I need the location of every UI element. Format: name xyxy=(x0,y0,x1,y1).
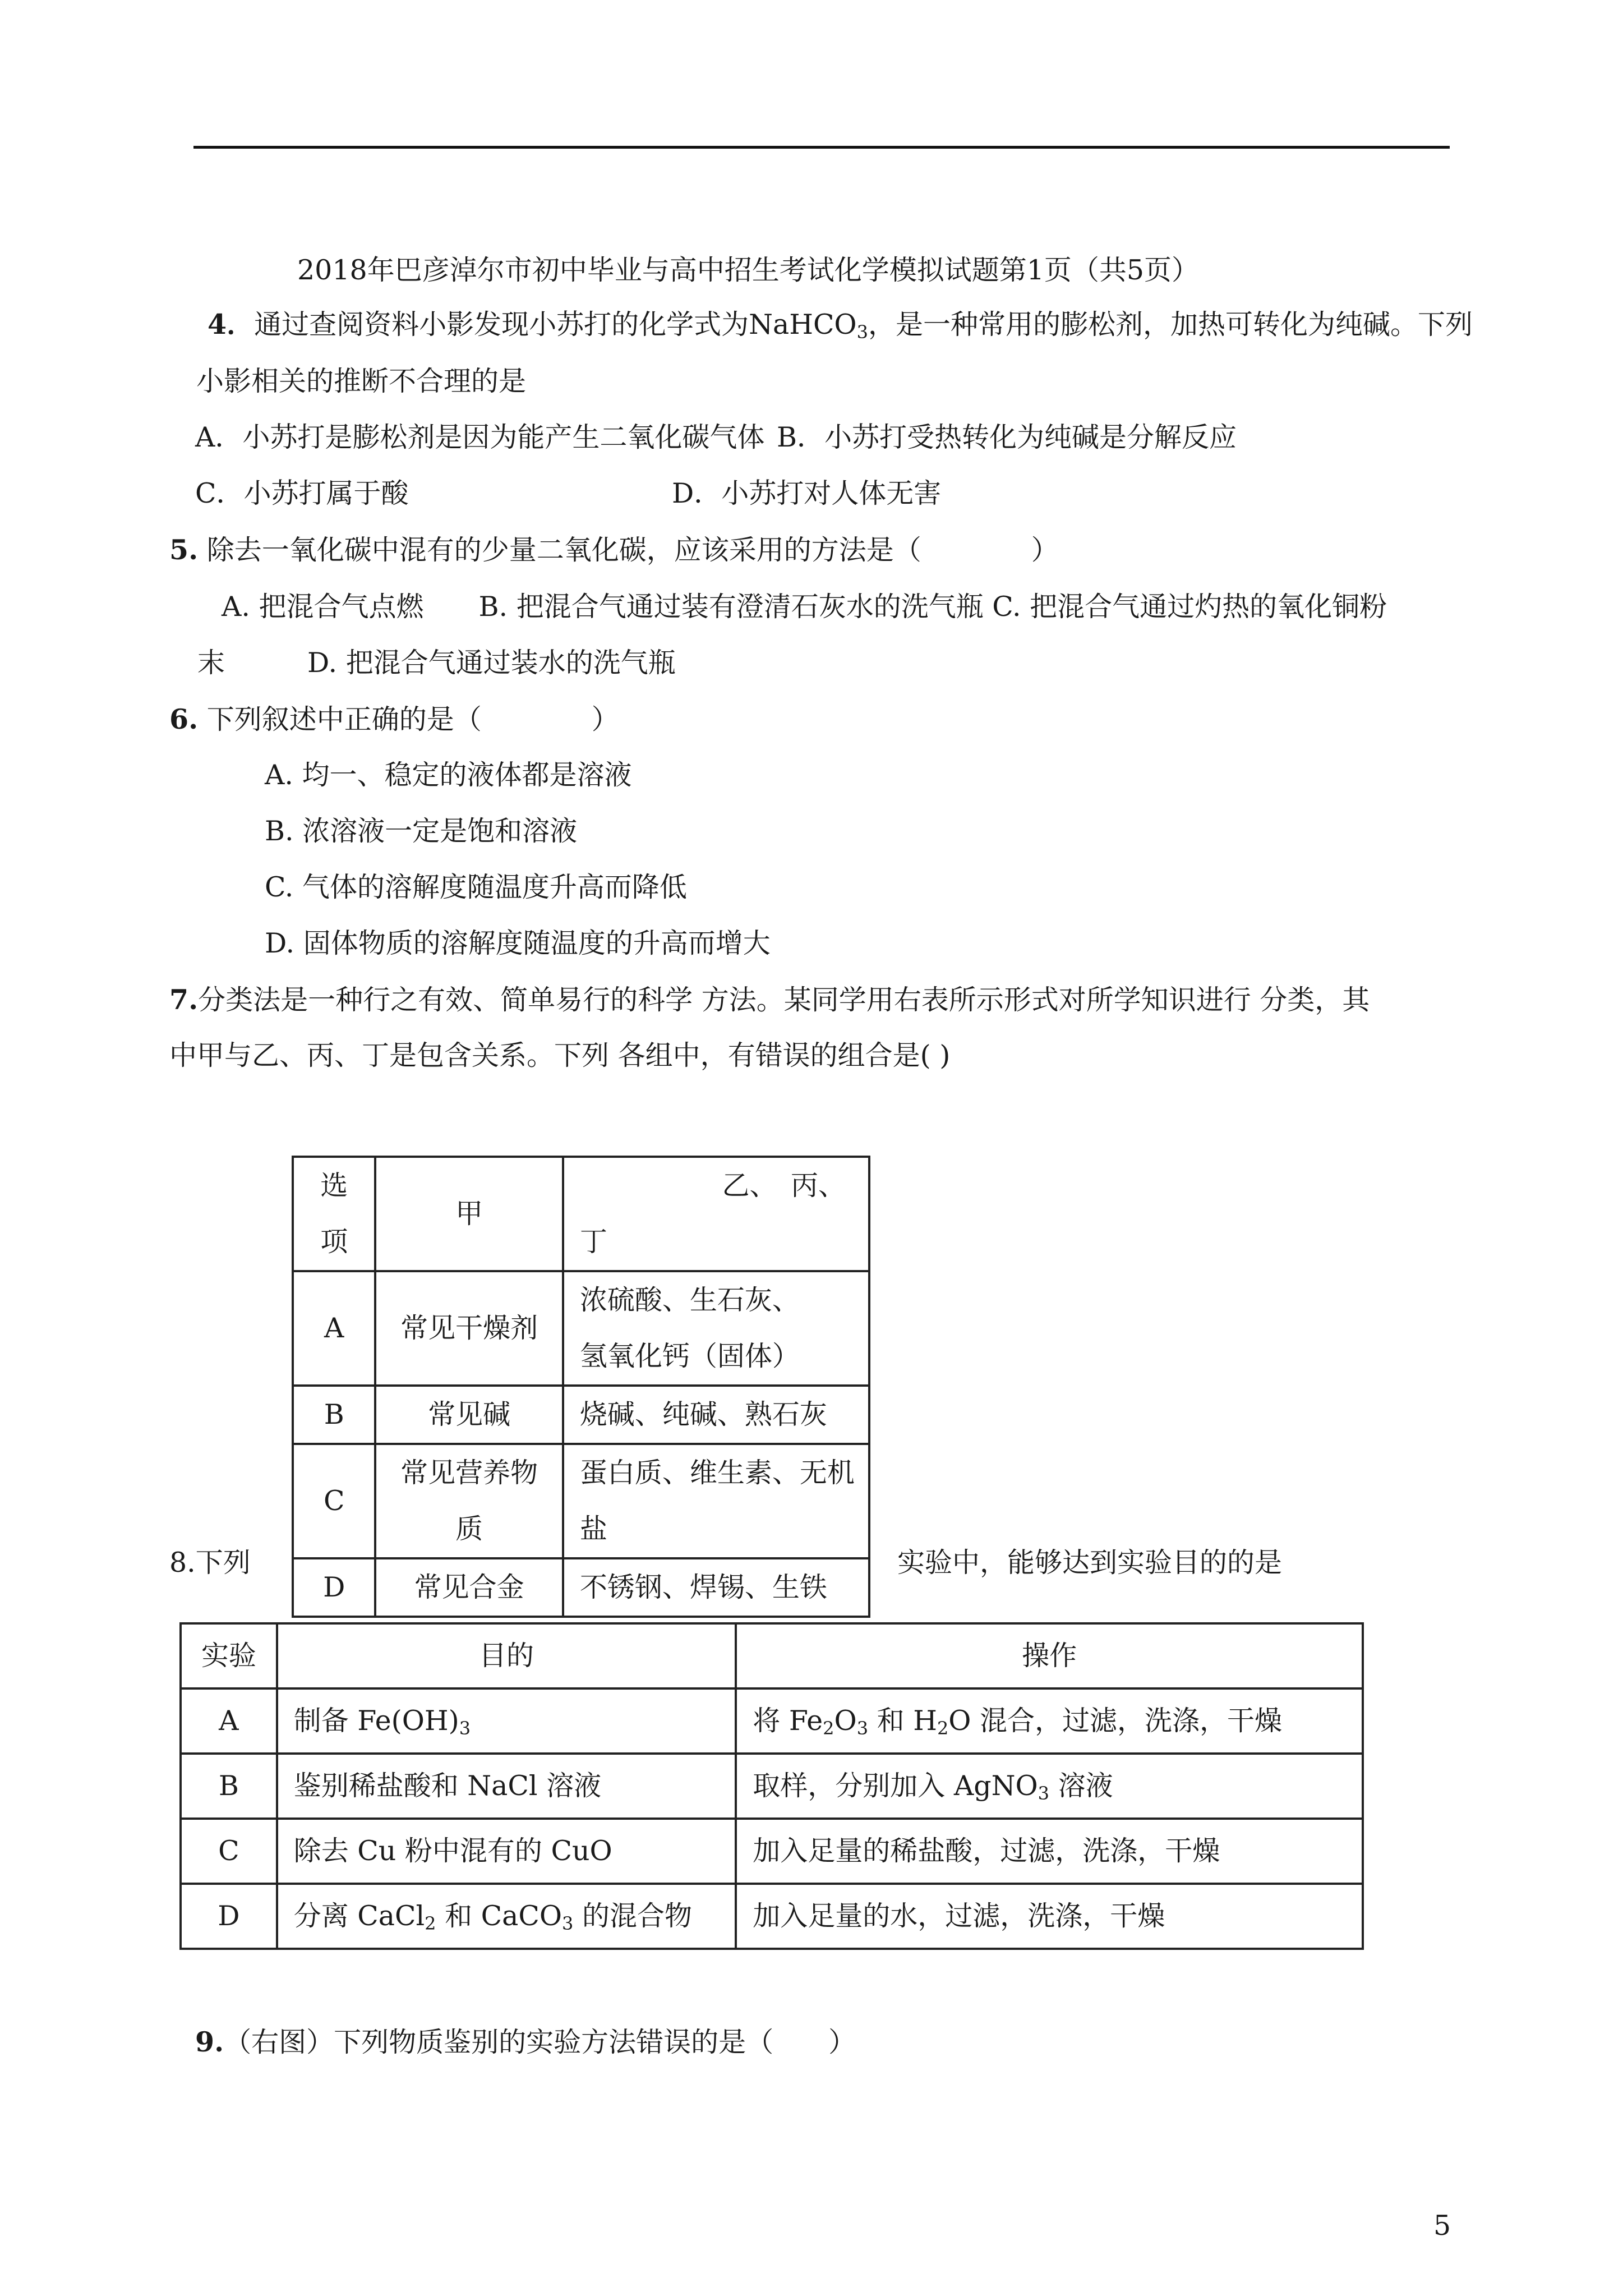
header-jia: 甲 xyxy=(375,1157,562,1271)
question-9-stem: 9.（右图）下列物质鉴别的实验方法错误的是（ ） xyxy=(195,2026,856,2058)
question-4-option-d: D．小苏打对人体无害 xyxy=(672,477,942,509)
table-header-row: 实验 目的 操作 xyxy=(181,1623,1363,1688)
question-4-line-2: 小影相关的推断不合理的是 xyxy=(196,365,527,397)
table-row: A 常见干燥剂 浓硫酸、生石灰、 氢氧化钙（固体） xyxy=(293,1271,869,1386)
table-row: B 常见碱 烧碱、纯碱、熟石灰 xyxy=(293,1386,869,1444)
table-row: D 分离 CaCl$_2$ 和 CaCO$_3$ 的混合物 加入足量的水，过滤，洗涤，干燥 xyxy=(181,1884,1363,1949)
question-4-option-b: B．小苏打受热转化为纯碱是分解反应 xyxy=(777,421,1237,453)
experiment-table xyxy=(179,1622,1364,1950)
question-8-right: 实验中，能够达到实验目的的是 xyxy=(897,1547,1283,1579)
header-option: 选 项 xyxy=(293,1157,375,1271)
question-6-option-d: D. 固体物质的溶解度随温度的升高而增大 xyxy=(265,927,771,959)
question-6-stem: 6. 下列叙述中正确的是（ ） xyxy=(169,703,619,735)
question-5-stem: 5. 除去一氧化碳中混有的少量二氧化碳，应该采用的方法是（ ） xyxy=(169,533,1059,566)
question-4-option-a: A．小苏打是膨松剂是因为能产生二氧化碳气体 xyxy=(195,421,765,453)
page-number: 5 xyxy=(1433,2210,1451,2242)
question-6-option-b: B. 浓溶液一定是饱和溶液 xyxy=(265,815,578,847)
header-yi-bing-ding: 乙、 丙、 丁 xyxy=(563,1157,869,1271)
question-6-option-c: C. 气体的溶解度随温度升高而降低 xyxy=(265,871,687,903)
question-5-options-line-2: 末 D. 把混合气通过装水的洗气瓶 xyxy=(197,647,676,679)
question-7-line-2: 中甲与乙、丙、丁是包含关系。下列 各组中，有错误的组合是( ) xyxy=(169,1039,951,1071)
question-8-left: 8.下列 xyxy=(169,1547,251,1579)
question-4-line-1: 4．通过查阅资料小影发现小苏打的化学式为NaHCO$_3$，是一种常用的膨松剂，加热可转化为纯碱。下列 xyxy=(208,308,1473,343)
table-row: C 除去 Cu 粉中混有的 CuO 加入足量的稀盐酸，过滤，洗涤，干燥 xyxy=(181,1819,1363,1884)
header-rule xyxy=(193,146,1450,149)
classification-table xyxy=(292,1156,870,1618)
question-number: 5. xyxy=(169,533,199,566)
page-header: 2018年巴彦淖尔市初中毕业与高中招生考试化学模拟试题第1页（共5页） xyxy=(297,254,1200,286)
question-number: 6. xyxy=(169,703,199,735)
question-number: 4． xyxy=(208,308,255,341)
table-row: D 常见合金 不锈钢、焊锡、生铁 xyxy=(293,1558,869,1617)
table-row: B 鉴别稀盐酸和 NaCl 溶液 取样，分别加入 AgNO$_3$ 溶液 xyxy=(181,1754,1363,1819)
table-row: A 制备 $Fe(OH)_3$ 将 $Fe_2O_3$ 和 $H_2O$ 混合，过滤，洗涤，干燥 xyxy=(181,1688,1363,1754)
question-6-option-a: A. 均一、稳定的液体都是溶液 xyxy=(265,759,632,791)
question-4-option-c: C．小苏打属于酸 xyxy=(195,477,409,509)
table-header-row xyxy=(293,1157,869,1271)
question-number: 9. xyxy=(195,2026,224,2058)
question-number: 7. xyxy=(169,983,199,1016)
table-row: C 常见营养物 质 蛋白质、维生素、无机 盐 xyxy=(293,1444,869,1558)
question-7-line-1: 7.分类法是一种行之有效、简单易行的科学 方法。某同学用右表所示形式对所学知识进行 分类，其 xyxy=(169,983,1370,1016)
question-5-options-line-1: A. 把混合气点燃 B. 把混合气通过装有澄清石灰水的洗气瓶 C. 把混合气通过灼热的氧化铜粉 xyxy=(222,591,1387,623)
